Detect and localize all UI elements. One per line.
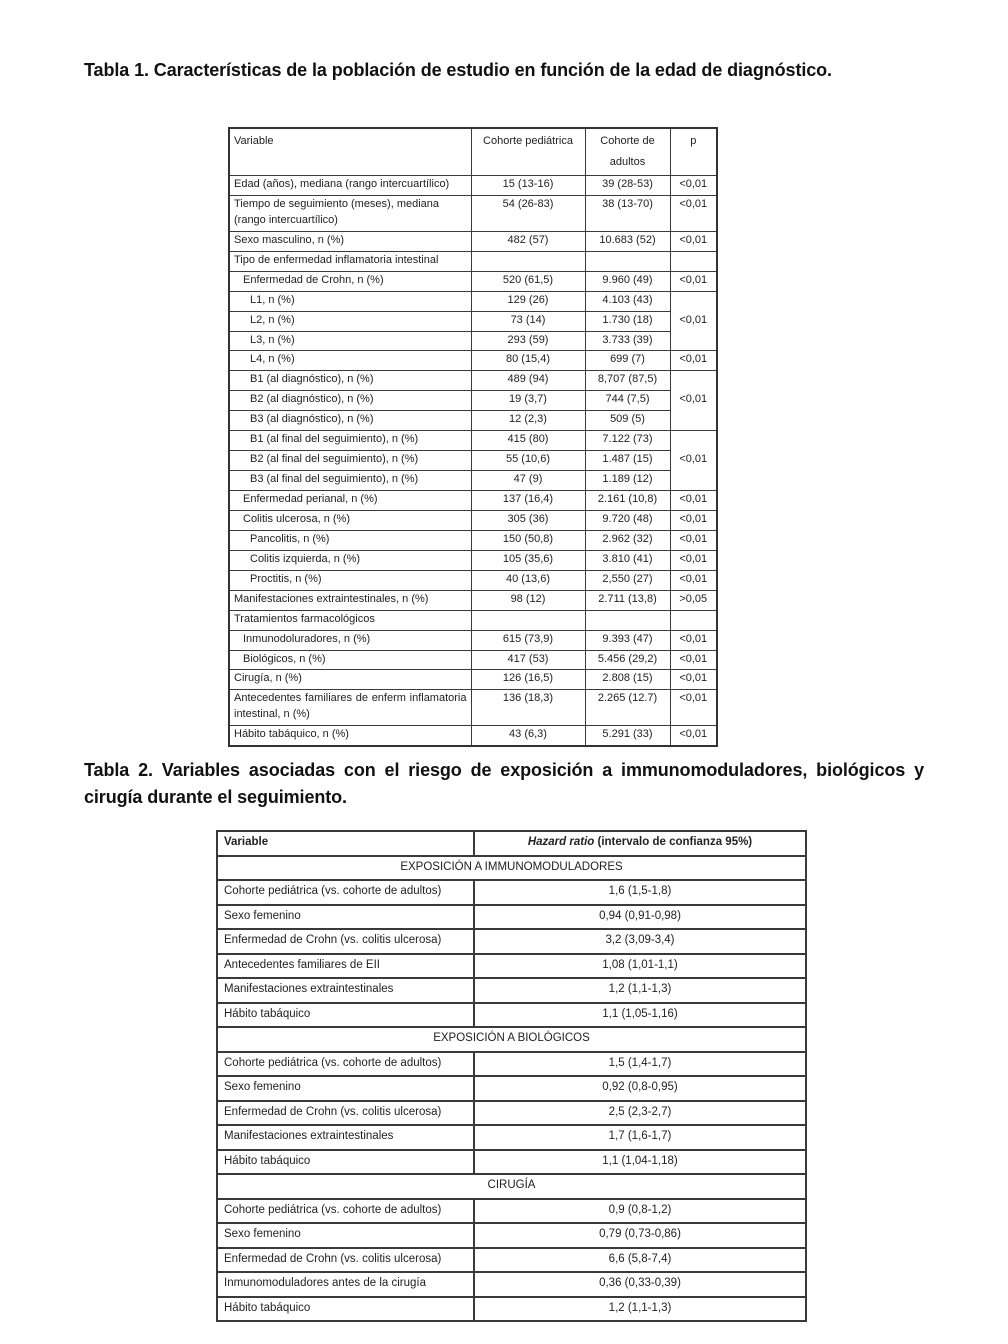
table-row — [229, 391, 717, 411]
section-header: CIRUGÍA — [217, 1174, 806, 1199]
variable-cell: L3, n (%) — [229, 331, 471, 351]
pediatric-cohort-cell: 415 (80) — [471, 431, 585, 451]
hazard-ratio-cell: 2,5 (2,3-2,7) — [474, 1101, 806, 1126]
hazard-ratio-cell: 0,94 (0,91-0,98) — [474, 905, 806, 930]
table-row — [217, 1272, 806, 1297]
pediatric-cohort-cell: 19 (3,7) — [471, 391, 585, 411]
adult-cohort-cell: 38 (13-70) — [585, 195, 670, 231]
variable-cell: B3 (al final del seguimiento), n (%) — [229, 471, 471, 491]
variable-cell: Manifestaciones extraintestinales — [217, 978, 474, 1003]
table-row — [217, 1150, 806, 1175]
variable-cell: Edad (años), mediana (rango intercuartílico) — [229, 176, 471, 196]
p-value-cell: <0,01 — [670, 491, 717, 511]
p-value-cell — [670, 610, 717, 630]
adult-cohort-cell: 8,707 (87,5) — [585, 371, 670, 391]
variable-cell: Colitis ulcerosa, n (%) — [229, 510, 471, 530]
adult-cohort-cell: 7.122 (73) — [585, 431, 670, 451]
p-value-cell: <0,01 — [670, 530, 717, 550]
table-row — [229, 176, 717, 196]
variable-cell: Hábito tabáquico — [217, 1297, 474, 1322]
variable-cell: Inmunomoduladores antes de la cirugía — [217, 1272, 474, 1297]
pediatric-cohort-cell: 150 (50,8) — [471, 530, 585, 550]
variable-cell: B1 (al final del seguimiento), n (%) — [229, 431, 471, 451]
adult-cohort-cell: 9.960 (49) — [585, 271, 670, 291]
p-value-cell: <0,01 — [670, 351, 717, 371]
p-value-cell: <0,01 — [670, 690, 717, 726]
hazard-ratio-cell: 1,1 (1,04-1,18) — [474, 1150, 806, 1175]
table1 — [228, 127, 718, 747]
adult-cohort-cell: 2.962 (32) — [585, 530, 670, 550]
pediatric-cohort-cell: 136 (18,3) — [471, 690, 585, 726]
adult-cohort-cell: 4.103 (43) — [585, 291, 670, 311]
section-row — [217, 1027, 806, 1052]
table-row — [217, 1076, 806, 1101]
pediatric-cohort-cell: 55 (10,6) — [471, 451, 585, 471]
variable-cell: Antecedentes familiares de EII — [217, 954, 474, 979]
pediatric-cohort-cell: 73 (14) — [471, 311, 585, 331]
pediatric-cohort-cell: 15 (13-16) — [471, 176, 585, 196]
variable-cell: Enfermedad perianal, n (%) — [229, 491, 471, 511]
table2-caption: Tabla 2. Variables asociadas con el riesgo de exposición a immunomoduladores, biológicos y cirugía durante el seguimiento. — [84, 760, 924, 807]
adult-cohort-cell: 39 (28-53) — [585, 176, 670, 196]
table-row — [217, 1248, 806, 1273]
variable-cell: L4, n (%) — [229, 351, 471, 371]
col-header-p: p — [670, 128, 717, 176]
table2-body — [217, 831, 806, 1321]
table-row — [229, 351, 717, 371]
adult-cohort-cell: 1.730 (18) — [585, 311, 670, 331]
table-row — [217, 954, 806, 979]
col-header-hazard-ratio — [474, 831, 806, 856]
hazard-ratio-cell: 1,2 (1,1-1,3) — [474, 1297, 806, 1322]
table-row — [229, 491, 717, 511]
p-value-cell: <0,01 — [670, 176, 717, 196]
variable-cell: L2, n (%) — [229, 311, 471, 331]
pediatric-cohort-cell: 129 (26) — [471, 291, 585, 311]
adult-cohort-cell: 509 (5) — [585, 411, 670, 431]
table-row — [229, 570, 717, 590]
pediatric-cohort-cell — [471, 610, 585, 630]
p-value-cell: <0,01 — [670, 271, 717, 291]
variable-cell: B1 (al diagnóstico), n (%) — [229, 371, 471, 391]
pediatric-cohort-cell: 47 (9) — [471, 471, 585, 491]
adult-cohort-cell: 3.810 (41) — [585, 550, 670, 570]
hazard-ratio-cell: 1,5 (1,4-1,7) — [474, 1052, 806, 1077]
table-row — [229, 195, 717, 231]
variable-cell: Cirugía, n (%) — [229, 670, 471, 690]
variable-cell: Cohorte pediátrica (vs. cohorte de adultos) — [217, 1199, 474, 1224]
pediatric-cohort-cell: 54 (26-83) — [471, 195, 585, 231]
pediatric-cohort-cell: 80 (15,4) — [471, 351, 585, 371]
variable-cell: Enfermedad de Crohn (vs. colitis ulcerosa) — [217, 1101, 474, 1126]
table-row — [229, 371, 717, 391]
variable-cell: Sexo femenino — [217, 1223, 474, 1248]
table-row — [229, 271, 717, 291]
table-row — [229, 510, 717, 530]
adult-cohort-cell: 2.265 (12.7) — [585, 690, 670, 726]
table-row — [217, 1199, 806, 1224]
variable-cell: Enfermedad de Crohn (vs. colitis ulcerosa) — [217, 1248, 474, 1273]
col-header-cohort-pediatric: Cohorte pediátrica — [471, 128, 585, 176]
table-row — [229, 231, 717, 251]
variable-cell: Enfermedad de Crohn (vs. colitis ulcerosa) — [217, 929, 474, 954]
p-value-cell — [670, 251, 717, 271]
pediatric-cohort-cell: 520 (61,5) — [471, 271, 585, 291]
table-row — [217, 1052, 806, 1077]
variable-cell: Hábito tabáquico — [217, 1003, 474, 1028]
table1-header-row — [229, 128, 717, 176]
pediatric-cohort-cell: 417 (53) — [471, 650, 585, 670]
p-value-cell: >0,05 — [670, 590, 717, 610]
hazard-ratio-italic: Hazard ratio — [527, 836, 595, 848]
table-row — [229, 630, 717, 650]
col-header-variable: Variable — [229, 128, 471, 176]
adult-cohort-cell: 2,550 (27) — [585, 570, 670, 590]
pediatric-cohort-cell: 98 (12) — [471, 590, 585, 610]
hazard-ratio-cell: 3,2 (3,09-3,4) — [474, 929, 806, 954]
hazard-ratio-cell: 1,2 (1,1-1,3) — [474, 978, 806, 1003]
pediatric-cohort-cell: 137 (16,4) — [471, 491, 585, 511]
table-row — [229, 726, 717, 746]
p-value-cell: <0,01 — [670, 630, 717, 650]
variable-cell: Inmunodoluradores, n (%) — [229, 630, 471, 650]
col-header-variable: Variable — [217, 831, 474, 856]
section-header: EXPOSICIÓN A IMMUNOMODULADORES — [217, 856, 806, 881]
adult-cohort-cell: 2.161 (10,8) — [585, 491, 670, 511]
table-row — [217, 1223, 806, 1248]
table-row — [229, 650, 717, 670]
adult-cohort-cell: 5.291 (33) — [585, 726, 670, 746]
adult-cohort-cell: 10.683 (52) — [585, 231, 670, 251]
table-row — [229, 550, 717, 570]
p-value-cell: <0,01 — [670, 570, 717, 590]
variable-cell: Tipo de enfermedad inflamatoria intestinal — [229, 251, 471, 271]
table-row — [229, 451, 717, 471]
table-row — [229, 590, 717, 610]
variable-cell: Biológicos, n (%) — [229, 650, 471, 670]
variable-cell: Enfermedad de Crohn, n (%) — [229, 271, 471, 291]
variable-cell: B2 (al diagnóstico), n (%) — [229, 391, 471, 411]
section-row — [217, 856, 806, 881]
hazard-ratio-rest: (intervalo de confianza 95%) — [594, 836, 753, 848]
hazard-ratio-cell: 1,6 (1,5-1,8) — [474, 880, 806, 905]
p-value-cell: <0,01 — [670, 431, 717, 491]
variable-cell: B3 (al diagnóstico), n (%) — [229, 411, 471, 431]
variable-cell: Proctitis, n (%) — [229, 570, 471, 590]
table-row — [229, 670, 717, 690]
variable-cell: Tratamientos farmacológicos — [229, 610, 471, 630]
adult-cohort-cell: 699 (7) — [585, 351, 670, 371]
variable-cell: Pancolitis, n (%) — [229, 530, 471, 550]
variable-cell: Tiempo de seguimiento (meses), mediana (rango intercuartílico) — [229, 195, 471, 231]
table-row — [217, 978, 806, 1003]
table-row — [229, 690, 717, 726]
pediatric-cohort-cell: 293 (59) — [471, 331, 585, 351]
pediatric-cohort-cell: 105 (35,6) — [471, 550, 585, 570]
hazard-ratio-cell: 1,7 (1,6-1,7) — [474, 1125, 806, 1150]
hazard-ratio-cell: 0,79 (0,73-0,86) — [474, 1223, 806, 1248]
pediatric-cohort-cell — [471, 251, 585, 271]
adult-cohort-cell: 2.808 (15) — [585, 670, 670, 690]
p-value-cell: <0,01 — [670, 510, 717, 530]
variable-cell: Antecedentes familiares de enferm inflamatoria intestinal, n (%) — [229, 690, 471, 726]
pediatric-cohort-cell: 12 (2,3) — [471, 411, 585, 431]
table-row — [217, 1125, 806, 1150]
section-row — [217, 1174, 806, 1199]
variable-cell: Sexo masculino, n (%) — [229, 231, 471, 251]
adult-cohort-cell: 9.720 (48) — [585, 510, 670, 530]
table-row — [217, 880, 806, 905]
table2 — [216, 830, 807, 1322]
table-row — [217, 929, 806, 954]
variable-cell: Sexo femenino — [217, 1076, 474, 1101]
table-row — [217, 1003, 806, 1028]
table-row — [229, 431, 717, 451]
variable-cell: Cohorte pediátrica (vs. cohorte de adultos) — [217, 1052, 474, 1077]
table-row — [229, 610, 717, 630]
table-row — [229, 471, 717, 491]
variable-cell: Manifestaciones extraintestinales — [217, 1125, 474, 1150]
hazard-ratio-cell: 0,9 (0,8-1,2) — [474, 1199, 806, 1224]
variable-cell: Colitis izquierda, n (%) — [229, 550, 471, 570]
hazard-ratio-cell: 1,08 (1,01-1,1) — [474, 954, 806, 979]
pediatric-cohort-cell: 43 (6,3) — [471, 726, 585, 746]
pediatric-cohort-cell: 40 (13,6) — [471, 570, 585, 590]
pediatric-cohort-cell: 126 (16,5) — [471, 670, 585, 690]
table-row — [229, 251, 717, 271]
table-row — [229, 331, 717, 351]
variable-cell: Hábito tabáquico — [217, 1150, 474, 1175]
adult-cohort-cell: 1.189 (12) — [585, 471, 670, 491]
table-row — [229, 291, 717, 311]
variable-cell: Hábito tabáquico, n (%) — [229, 726, 471, 746]
adult-cohort-cell: 9.393 (47) — [585, 630, 670, 650]
hazard-ratio-cell: 1,1 (1,05-1,16) — [474, 1003, 806, 1028]
variable-cell: Manifestaciones extraintestinales, n (%) — [229, 590, 471, 610]
p-value-cell: <0,01 — [670, 670, 717, 690]
table1-caption: Tabla 1. Características de la población de estudio en función de la edad de diagnóstico. — [84, 60, 832, 80]
table-row — [229, 411, 717, 431]
table-row — [229, 530, 717, 550]
variable-cell: B2 (al final del seguimiento), n (%) — [229, 451, 471, 471]
p-value-cell: <0,01 — [670, 726, 717, 746]
variable-cell: L1, n (%) — [229, 291, 471, 311]
p-value-cell: <0,01 — [670, 650, 717, 670]
adult-cohort-cell — [585, 251, 670, 271]
p-value-cell: <0,01 — [670, 195, 717, 231]
p-value-cell: <0,01 — [670, 291, 717, 351]
table-row — [217, 1101, 806, 1126]
adult-cohort-cell — [585, 610, 670, 630]
pediatric-cohort-cell: 482 (57) — [471, 231, 585, 251]
adult-cohort-cell: 5.456 (29,2) — [585, 650, 670, 670]
pediatric-cohort-cell: 305 (36) — [471, 510, 585, 530]
adult-cohort-cell: 744 (7,5) — [585, 391, 670, 411]
table1-body — [229, 128, 717, 746]
table2-header-row — [217, 831, 806, 856]
p-value-cell: <0,01 — [670, 371, 717, 431]
section-header: EXPOSICIÓN A BIOLÓGICOS — [217, 1027, 806, 1052]
hazard-ratio-cell: 0,92 (0,8-0,95) — [474, 1076, 806, 1101]
table-row — [217, 1297, 806, 1322]
adult-cohort-cell: 3.733 (39) — [585, 331, 670, 351]
table-row — [217, 905, 806, 930]
variable-cell: Sexo femenino — [217, 905, 474, 930]
adult-cohort-cell: 2.711 (13,8) — [585, 590, 670, 610]
variable-cell: Cohorte pediátrica (vs. cohorte de adultos) — [217, 880, 474, 905]
col-header-cohort-adult: Cohorte de adultos — [585, 128, 670, 176]
pediatric-cohort-cell: 615 (73,9) — [471, 630, 585, 650]
adult-cohort-cell: 1.487 (15) — [585, 451, 670, 471]
p-value-cell: <0,01 — [670, 231, 717, 251]
table-row — [229, 311, 717, 331]
p-value-cell: <0,01 — [670, 550, 717, 570]
pediatric-cohort-cell: 489 (94) — [471, 371, 585, 391]
hazard-ratio-cell: 0,36 (0,33-0,39) — [474, 1272, 806, 1297]
hazard-ratio-cell: 6,6 (5,8-7,4) — [474, 1248, 806, 1273]
